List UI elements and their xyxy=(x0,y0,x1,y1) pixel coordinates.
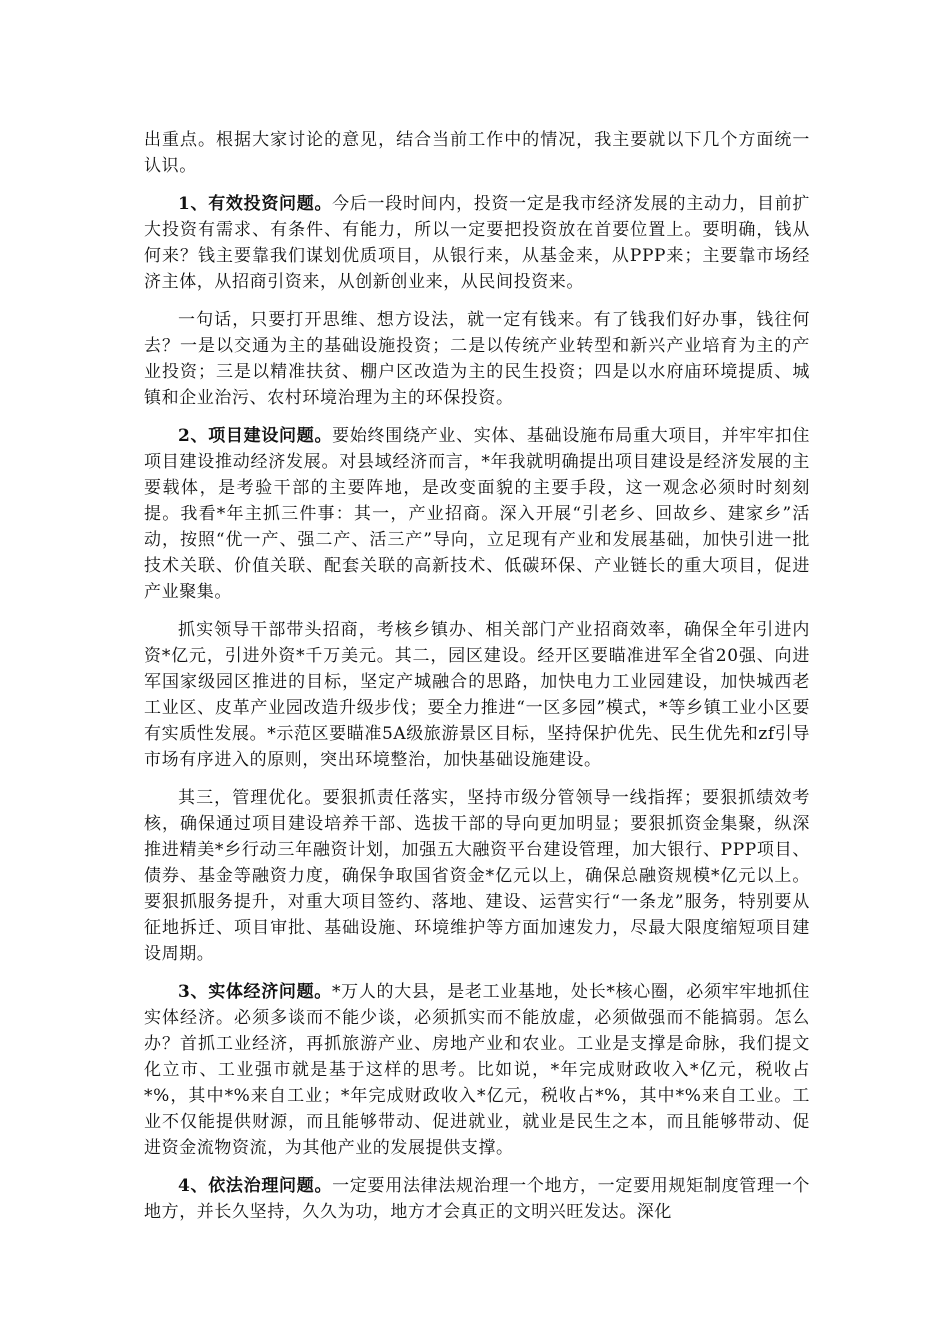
paragraph-real-economy xyxy=(144,979,810,1161)
document-body xyxy=(144,127,810,1237)
paragraph-funding-use xyxy=(144,307,810,411)
paragraph-park-construction xyxy=(144,617,810,773)
paragraph-text: 要始终围绕产业、实体、基础设施布局重大项目，并牢牢扣住项目建设推动经济发展。对县域经济而言，*年我就明确提出项目建设是经济发展的主要载体，是考验干部的主要阵地，是改变面貌的主要手段，这一观念必须时时刻刻提。我看*年主抓三件事：其一，产业招商。深入开展“引老乡、回故乡、建家乡”活动，按照“优一产、强二产、活三产”导向，立足现有产业和发展基础，加快引进一批技术关联、价值关联、配套关联的高新技术、低碳环保、产业链长的重大项目，促进产业聚集。 xyxy=(144,426,811,602)
paragraph-text: 抓实领导干部带头招商，考核乡镇办、相关部门产业招商效率，确保全年引进内资*亿元，引进外资*千万美元。其二，园区建设。经开区要瞄准进军全省20强、向进军国家级园区推进的目标，坚定产城融合的思路，加快电力工业园建设，加快城西老工业区、皮革产业园改造升级步伐；要全力推进“一区多园”模式，*等乡镇工业小区要有实质性发展。*示范区要瞄准5A级旅游景区目标，坚持保护优先、民生优先和zf引导市场有序进入的原则，突出环境整治，加快基础设施建设。 xyxy=(144,620,810,770)
paragraph-heading: 4、依法治理问题。 xyxy=(178,1176,333,1196)
paragraph-project-construction xyxy=(144,423,810,605)
paragraph-text: 一句话，只要打开思维、想方设法，就一定有钱来。有了钱我们好办事，钱往何去？一是以交通为主的基础设施投资；二是以传统产业转型和新兴产业培育为主的产业投资；三是以精准扶贫、棚户区改造为主的民生投资；四是以水府庙环境提质、城镇和企业治污、农村环境治理为主的环保投资。 xyxy=(144,310,810,408)
paragraph-text: 出重点。根据大家讨论的意见，结合当前工作中的情况，我主要就以下几个方面统一认识。 xyxy=(144,130,810,176)
paragraph-text: 今后一段时间内，投资一定是我市经济发展的主动力，目前扩大投资有需求、有条件、有能力，所以一定要把投资放在首要位置上。要明确，钱从何来？钱主要靠我们谋划优质项目，从银行来，从基金来，从PPP来；主要靠市场经济主体，从招商引资来，从创新创业来，从民间投资来。 xyxy=(144,194,811,292)
paragraph-effective-investment xyxy=(144,191,810,295)
paragraph-text: 其三，管理优化。要狠抓责任落实，坚持市级分管领导一线指挥；要狠抓绩效考核，确保通过项目建设培养干部、选拔干部的导向更加明显；要狠抓资金集聚，纵深推进精美*乡行动三年融资计划，加强五大融资平台建设管理，加大银行、PPP项目、债券、基金等融资力度，确保争取国省资金*亿元以上，确保总融资规模*亿元以上。要狠抓服务提升，对重大项目签约、落地、建设、运营实行“一条龙”服务，特别要从征地拆迁、项目审批、基础设施、环境维护等方面加速发力，尽最大限度缩短项目建设周期。 xyxy=(144,788,810,964)
paragraph-text: 一定要用法律法规治理一个地方，一定要用规矩制度管理一个地方，并长久坚持，久久为功，地方才会真正的文明兴旺发达。深化 xyxy=(144,1176,811,1222)
paragraph-heading: 2、项目建设问题。 xyxy=(178,426,333,446)
paragraph-intro xyxy=(144,127,810,179)
paragraph-text: *万人的大县，是老工业基地，处长*核心圈，必须牢牢地抓住实体经济。必须多谈而不能少谈，必须抓实而不能放虚，必须做强而不能搞弱。怎么办？首抓工业经济，再抓旅游产业、房地产业和农业。工业是支撑是命脉，我们提文化立市、工业强市就是基于这样的思考。比如说，*年完成财政收入*亿元，税收占*%，其中*%来自工业；*年完成财政收入*亿元，税收占*%，其中*%来自工业。工业不仅能提供财源，而且能够带动、促进就业，就业是民生之本，而且能够带动、促进资金流物资流，为其他产业的发展提供支撑。 xyxy=(144,982,810,1158)
paragraph-heading: 1、有效投资问题。 xyxy=(178,194,333,214)
paragraph-rule-of-law xyxy=(144,1173,810,1225)
paragraph-heading: 3、实体经济问题。 xyxy=(178,982,332,1002)
paragraph-management-optimization xyxy=(144,785,810,967)
